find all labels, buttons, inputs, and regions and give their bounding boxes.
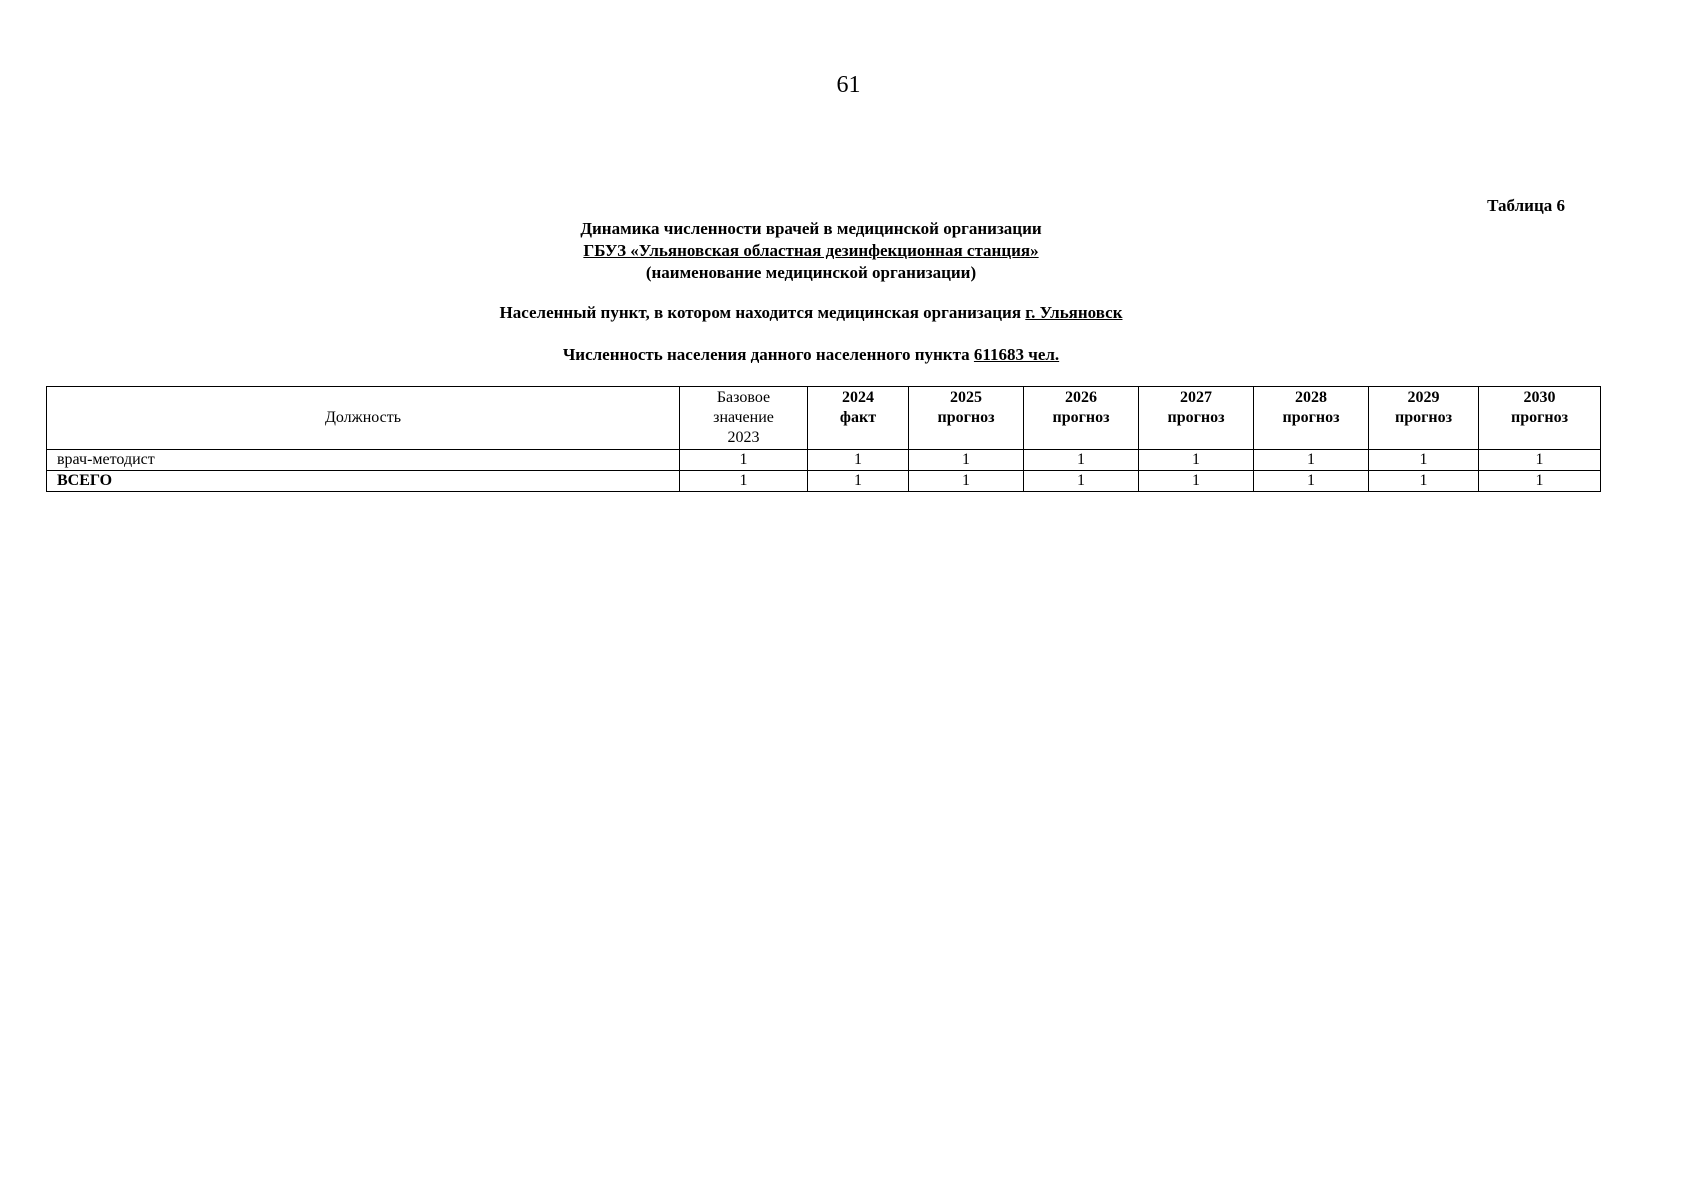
header-2027 [1139, 387, 1254, 450]
population-line [0, 345, 1622, 365]
population-label: Численность населения данного населенного пункта [562, 345, 970, 364]
row-position: врач-методист [47, 450, 680, 471]
header-2025 [909, 387, 1024, 450]
header-year: 2030 [1523, 389, 1556, 406]
header-2024 [808, 387, 909, 450]
cell-value: 1 [1479, 471, 1601, 492]
cell-value: 1 [808, 450, 909, 471]
cell-value: 1 [680, 450, 808, 471]
header-year: 2029 [1407, 389, 1440, 406]
header-2026 [1024, 387, 1139, 450]
header-year: 2025 [950, 389, 982, 406]
cell-value: 1 [680, 471, 808, 492]
header-subtitle: факт [839, 409, 877, 426]
cell-value: 1 [909, 471, 1024, 492]
cell-value: 1 [1254, 450, 1369, 471]
location-label: Населенный пункт, в котором находится медицинская организация [499, 303, 1022, 322]
cell-value: 1 [909, 450, 1024, 471]
cell-value: 1 [1254, 471, 1369, 492]
row-position: ВСЕГО [47, 471, 680, 492]
cell-value: 1 [808, 471, 909, 492]
cell-value: 1 [1369, 450, 1479, 471]
table-label: Таблица 6 [1487, 196, 1565, 215]
header-subtitle: прогноз [1510, 409, 1569, 426]
header-year: 2027 [1180, 389, 1212, 406]
table-row-total [47, 471, 1601, 492]
cell-value: 1 [1369, 471, 1479, 492]
table-row [47, 450, 1601, 471]
header-2030 [1479, 387, 1601, 450]
header-subtitle: прогноз [1167, 409, 1225, 426]
header-row [47, 387, 1601, 450]
location-line [0, 303, 1622, 323]
header-base-value [680, 387, 808, 450]
header-2028 [1254, 387, 1369, 450]
organization-name: ГБУЗ «Ульяновская областная дезинфекционная станция» [583, 241, 1039, 260]
page-number: 61 [836, 72, 861, 98]
header-base-line: значение [713, 409, 774, 426]
cell-value: 1 [1139, 471, 1254, 492]
header-subtitle: прогноз [1282, 409, 1340, 426]
header-2029 [1369, 387, 1479, 450]
cell-value: 1 [1024, 471, 1139, 492]
cell-value: 1 [1139, 450, 1254, 471]
header-base-line: Базовое [716, 389, 771, 406]
header-year: 2026 [1065, 389, 1097, 406]
table-title [0, 218, 1622, 284]
cell-value: 1 [1024, 450, 1139, 471]
header-subtitle: прогноз [1052, 409, 1110, 426]
header-base-line: 2023 [727, 429, 760, 446]
cell-value: 1 [1479, 450, 1601, 471]
title-line: Динамика численности врачей в медицинской организации [580, 219, 1042, 238]
header-position: Должность [47, 387, 680, 450]
title-caption: (наименование медицинской организации) [645, 263, 977, 282]
header-year: 2028 [1295, 389, 1327, 406]
staffing-table [46, 386, 1601, 492]
location-value: г. Ульяновск [1025, 303, 1123, 322]
header-subtitle: прогноз [937, 409, 995, 426]
population-value: 611683 чел. [973, 345, 1060, 364]
header-year: 2024 [842, 389, 874, 406]
header-subtitle: прогноз [1394, 409, 1453, 426]
